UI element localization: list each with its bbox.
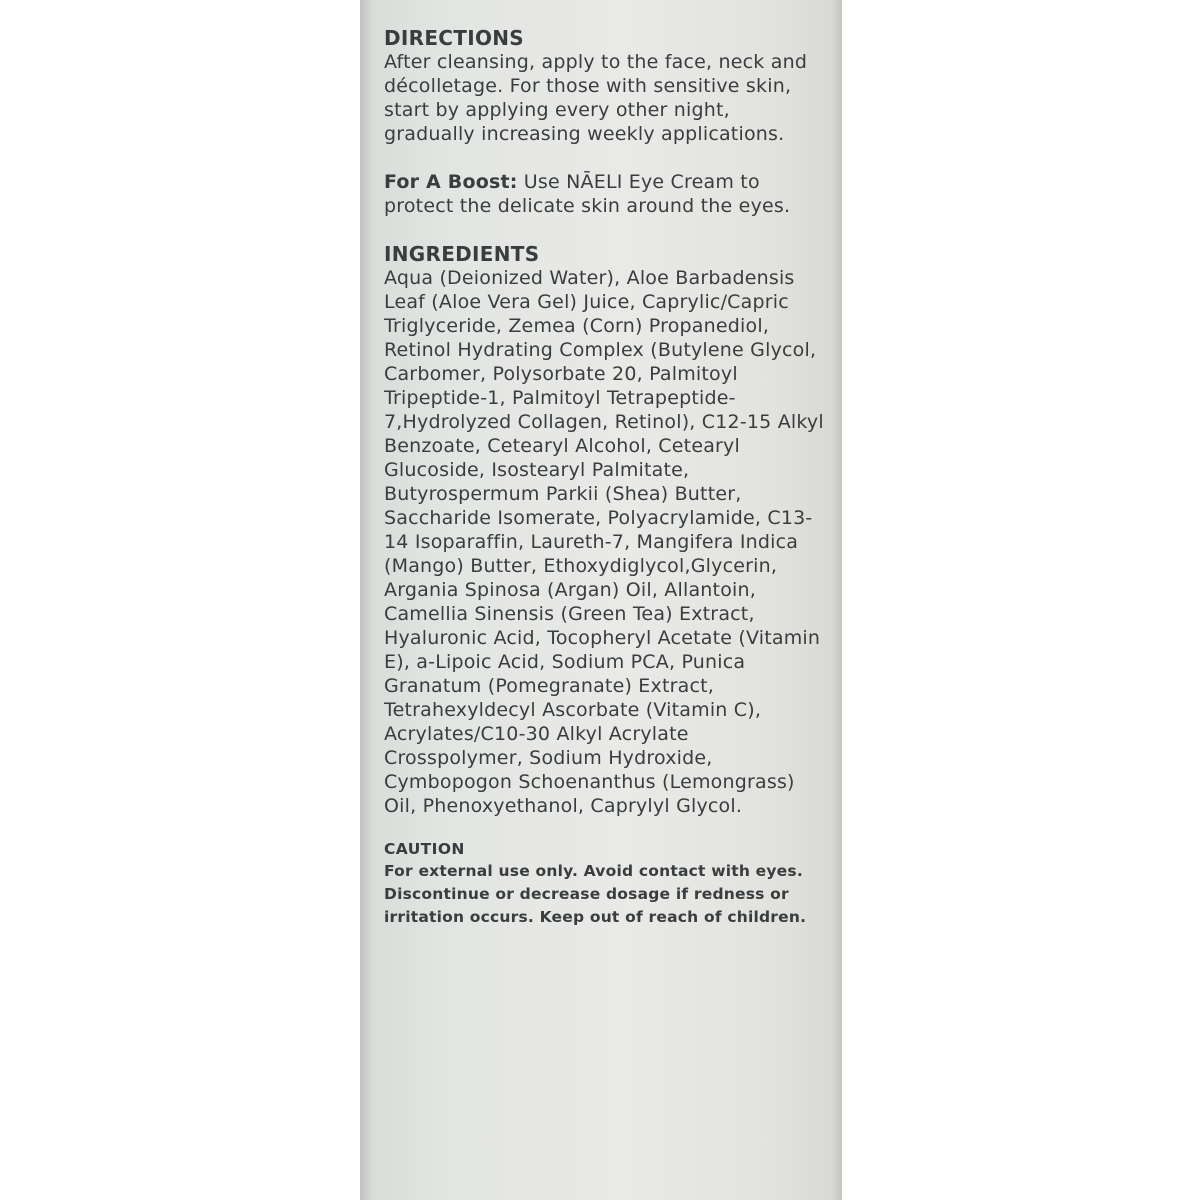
product-box-side-panel bbox=[360, 0, 842, 1200]
ingredients-heading: INGREDIENTS bbox=[384, 242, 540, 266]
boost-paragraph bbox=[384, 170, 824, 218]
printed-label-text bbox=[384, 26, 824, 929]
ingredients-list: Aqua (Deionized Water), Aloe Barbadensis Leaf (Aloe Vera Gel) Juice, Caprylic/Capric Triglyceride, Zemea (Corn) Propanediol, Retinol Hydrating Complex (Butylene Glycol, Carbomer, Polysorbate 20, Palmitoyl Tripeptide-1, Palmitoyl Tetrapeptide-7,Hydrolyzed Collagen, Retinol), C12-15 Alkyl Benzoate, Cetearyl Alcohol, Cetearyl Glucoside, Isostearyl Palmitate, Butyrospermum Parkii (Shea) Butter, Saccharide Isomerate, Polyacrylamide, C13-14 Isoparaffin, Laureth-7, Mangifera Indica (Mango) Butter, Ethoxydiglycol,Glycerin, Argania Spinosa (Argan) Oil, Allantoin, Camellia Sinensis (Green Tea) Extract, Hyaluronic Acid, Tocopheryl Acetate (Vitamin E), a-Lipoic Acid, Sodium PCA, Punica Granatum (Pomegranate) Extract, Tetrahexyldecyl Ascorbate (Vitamin C), Acrylates/C10-30 Alkyl Acrylate Crosspolymer, Sodium Hydroxide, Cymbopogon Schoenanthus (Lemongrass) Oil, Phenoxyethanol, Caprylyl Glycol. bbox=[384, 267, 824, 817]
boost-text: Use NĀELI Eye Cream to protect the delicate skin around the eyes. bbox=[384, 171, 791, 217]
caution-text: For external use only. Avoid contact with eyes. Discontinue or decrease dosage if redness or irritation occurs. Keep out of reach of children. bbox=[384, 862, 807, 926]
directions-heading: DIRECTIONS bbox=[384, 26, 525, 50]
boost-label: For A Boost: bbox=[384, 171, 518, 193]
caution-heading: CAUTION bbox=[384, 840, 465, 858]
directions-text: After cleansing, apply to the face, neck and décolletage. For those with sensitive skin, start by applying every other night, gradually increasing weekly applications. bbox=[384, 51, 808, 145]
